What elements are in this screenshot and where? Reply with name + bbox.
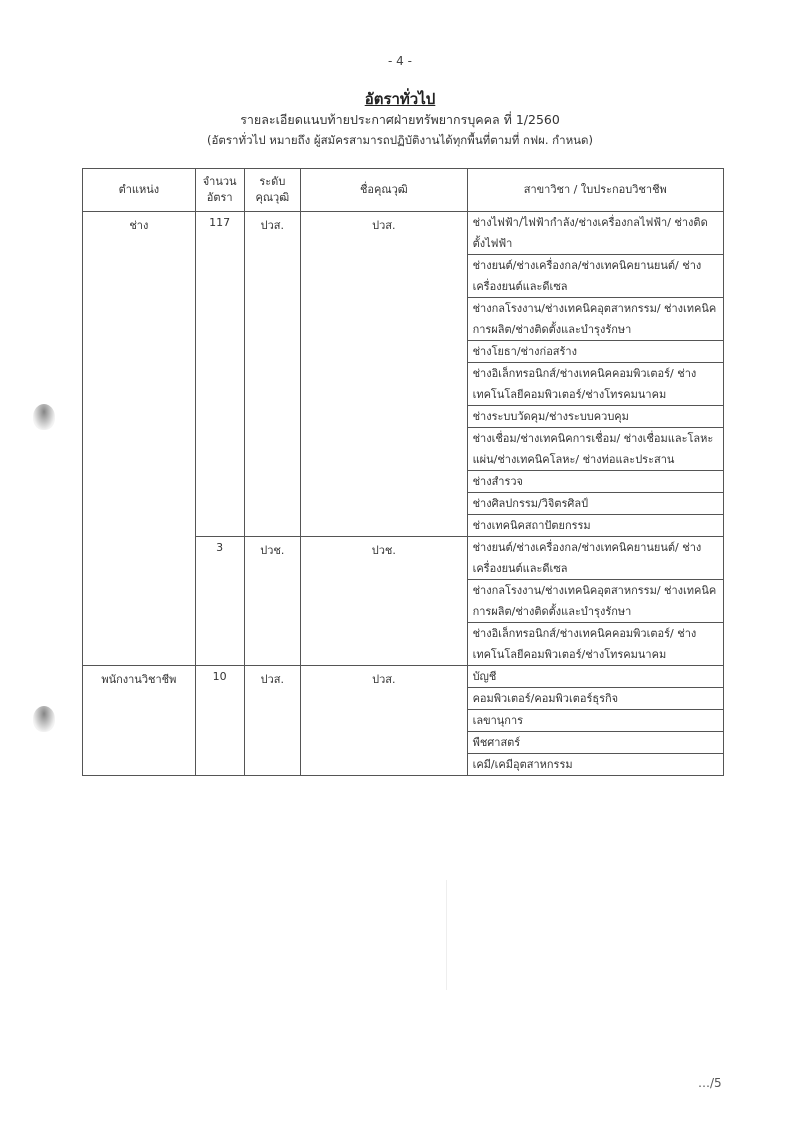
- next-page-indicator: …/5: [698, 1076, 722, 1090]
- position-cell: [83, 537, 196, 666]
- field-cell: ช่างอิเล็กทรอนิกส์/ช่างเทคนิคคอมพิวเตอร์/ ช่างเทคโนโลยีคอมพิวเตอร์/ช่างโทรคมนาคม: [467, 363, 723, 406]
- punch-hole-icon: [33, 404, 55, 430]
- field-cell: คอมพิวเตอร์/คอมพิวเตอร์ธุรกิจ: [467, 688, 723, 710]
- header-level: ระดับ คุณวุฒิ: [244, 169, 301, 212]
- level-cell: ปวช.: [244, 537, 301, 666]
- field-cell: บัญชี: [467, 666, 723, 688]
- qualification-cell: ปวส.: [301, 666, 467, 776]
- header-count: จำนวน อัตรา: [195, 169, 244, 212]
- punch-hole-icon: [33, 706, 55, 732]
- level-cell: ปวส.: [244, 212, 301, 537]
- header-position: ตำแหน่ง: [83, 169, 196, 212]
- position-cell: ช่าง: [83, 212, 196, 537]
- header-field: สาขาวิชา / ใบประกอบวิชาชีพ: [467, 169, 723, 212]
- positions-table: [82, 168, 724, 776]
- count-cell: 10: [195, 666, 244, 776]
- page-title: อัตราทั่วไป: [364, 90, 436, 108]
- table-row: [83, 537, 724, 580]
- field-cell: พืชศาสตร์: [467, 732, 723, 754]
- field-cell: ช่างสำรวจ: [467, 471, 723, 493]
- field-cell: ช่างอิเล็กทรอนิกส์/ช่างเทคนิคคอมพิวเตอร์/ ช่างเทคโนโลยีคอมพิวเตอร์/ช่างโทรคมนาคม: [467, 623, 723, 666]
- table-body: [83, 212, 724, 776]
- count-cell: 117: [195, 212, 244, 537]
- page-note: (อัตราทั่วไป หมายถึง ผู้สมัครสามารถปฏิบัติงานได้ทุกพื้นที่ตามที่ กฟผ. กำหนด): [207, 133, 593, 147]
- position-cell: พนักงานวิชาชีพ: [83, 666, 196, 776]
- field-cell: ช่างกลโรงงาน/ช่างเทคนิคอุตสาหกรรม/ ช่างเทคนิคการผลิต/ช่างติดตั้งและบำรุงรักษา: [467, 298, 723, 341]
- page-number: - 4 -: [388, 54, 412, 68]
- field-cell: ช่างยนต์/ช่างเครื่องกล/ช่างเทคนิคยานยนต์/ ช่างเครื่องยนต์และดีเซล: [467, 537, 723, 580]
- field-cell: ช่างศิลปกรรม/วิจิตรศิลป์: [467, 493, 723, 515]
- field-cell: ช่างยนต์/ช่างเครื่องกล/ช่างเทคนิคยานยนต์/ ช่างเครื่องยนต์และดีเซล: [467, 255, 723, 298]
- level-cell: ปวส.: [244, 666, 301, 776]
- field-cell: ช่างกลโรงงาน/ช่างเทคนิคอุตสาหกรรม/ ช่างเทคนิคการผลิต/ช่างติดตั้งและบำรุงรักษา: [467, 580, 723, 623]
- table-row: [83, 212, 724, 255]
- field-cell: ช่างไฟฟ้า/ไฟฟ้ากำลัง/ช่างเครื่องกลไฟฟ้า/ ช่างติดตั้งไฟฟ้า: [467, 212, 723, 255]
- paper-crease: [446, 880, 447, 990]
- table-row: [83, 666, 724, 688]
- field-cell: ช่างเทคนิคสถาปัตยกรรม: [467, 515, 723, 537]
- header-qualification: ชื่อคุณวุฒิ: [301, 169, 467, 212]
- count-cell: 3: [195, 537, 244, 666]
- table-header-row: [83, 169, 724, 212]
- qualification-cell: ปวช.: [301, 537, 467, 666]
- page-subtitle: รายละเอียดแนบท้ายประกาศฝ่ายทรัพยากรบุคคล ที่ 1/2560: [240, 112, 560, 127]
- field-cell: ช่างโยธา/ช่างก่อสร้าง: [467, 341, 723, 363]
- field-cell: เคมี/เคมีอุตสาหกรรม: [467, 754, 723, 776]
- field-cell: เลขานุการ: [467, 710, 723, 732]
- field-cell: ช่างระบบวัดคุม/ช่างระบบควบคุม: [467, 406, 723, 428]
- field-cell: ช่างเชื่อม/ช่างเทคนิคการเชื่อม/ ช่างเชื่อมและโลหะแผ่น/ช่างเทคนิคโลหะ/ ช่างท่อและประสาน: [467, 428, 723, 471]
- qualification-cell: ปวส.: [301, 212, 467, 537]
